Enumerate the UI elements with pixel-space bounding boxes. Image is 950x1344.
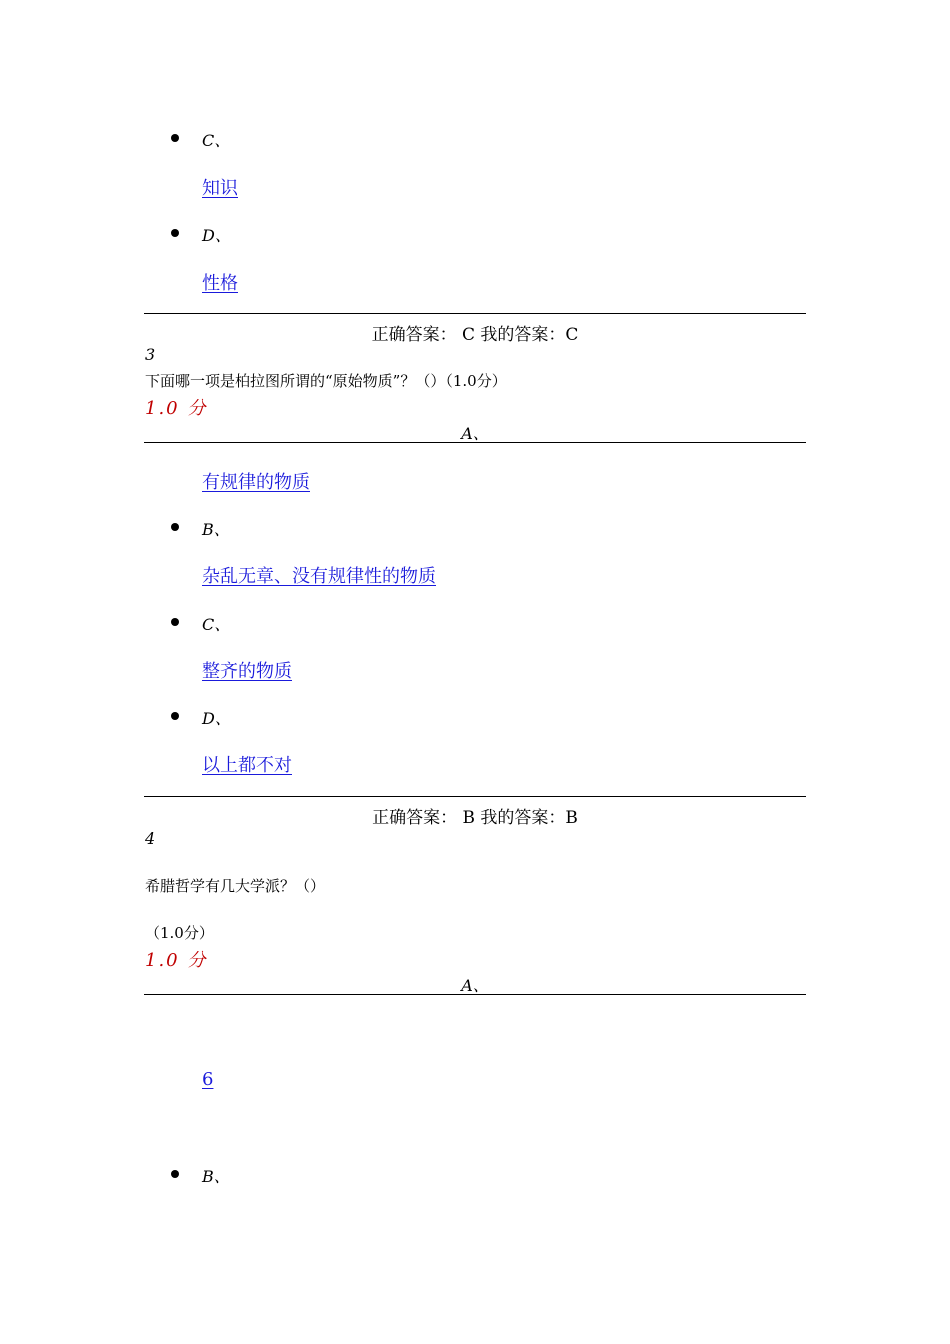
question-number-3: 3 [145, 345, 156, 364]
option-letter-c: C、 [202, 615, 231, 634]
question-score-3: 1.0 分 [145, 398, 208, 419]
answer-line-q3: 正确答案： B 我的答案：B [372, 808, 578, 828]
option-bullet [171, 523, 179, 531]
divider [144, 313, 806, 314]
option-bullet [171, 618, 179, 626]
option-letter-a: A、 [461, 976, 489, 995]
option-link-regular-matter[interactable]: 有规律的物质 [202, 472, 310, 493]
option-link-none-of-above[interactable]: 以上都不对 [202, 755, 292, 776]
option-link-orderly-matter[interactable]: 整齐的物质 [202, 661, 292, 682]
option-bullet [171, 134, 179, 142]
option-letter-b: B、 [202, 520, 230, 539]
option-letter-b: B、 [202, 1167, 230, 1186]
divider [144, 994, 806, 995]
question-number-4: 4 [145, 829, 156, 848]
answer-line-q2: 正确答案： C 我的答案：C [371, 325, 579, 345]
question-points-4: （1.0分） [145, 924, 214, 942]
option-link-character[interactable]: 性格 [202, 273, 238, 294]
question-score-4: 1.0 分 [145, 950, 208, 971]
option-link-chaotic-matter[interactable]: 杂乱无章、没有规律性的物质 [202, 566, 436, 587]
option-letter-c: C、 [202, 131, 231, 150]
option-bullet [171, 712, 179, 720]
option-bullet [171, 229, 179, 237]
question-text-3: 下面哪一项是柏拉图所谓的“原始物质”？（）（1.0分） [145, 372, 507, 390]
question-text-4: 希腊哲学有几大学派？（） [145, 877, 326, 895]
option-letter-d: D、 [202, 226, 231, 245]
option-link-six[interactable]: 6 [202, 1069, 214, 1090]
divider [144, 442, 806, 443]
option-letter-a: A、 [461, 424, 489, 443]
divider [144, 796, 806, 797]
option-letter-d: D、 [202, 709, 231, 728]
option-bullet [171, 1170, 179, 1178]
option-link-knowledge[interactable]: 知识 [202, 178, 238, 199]
